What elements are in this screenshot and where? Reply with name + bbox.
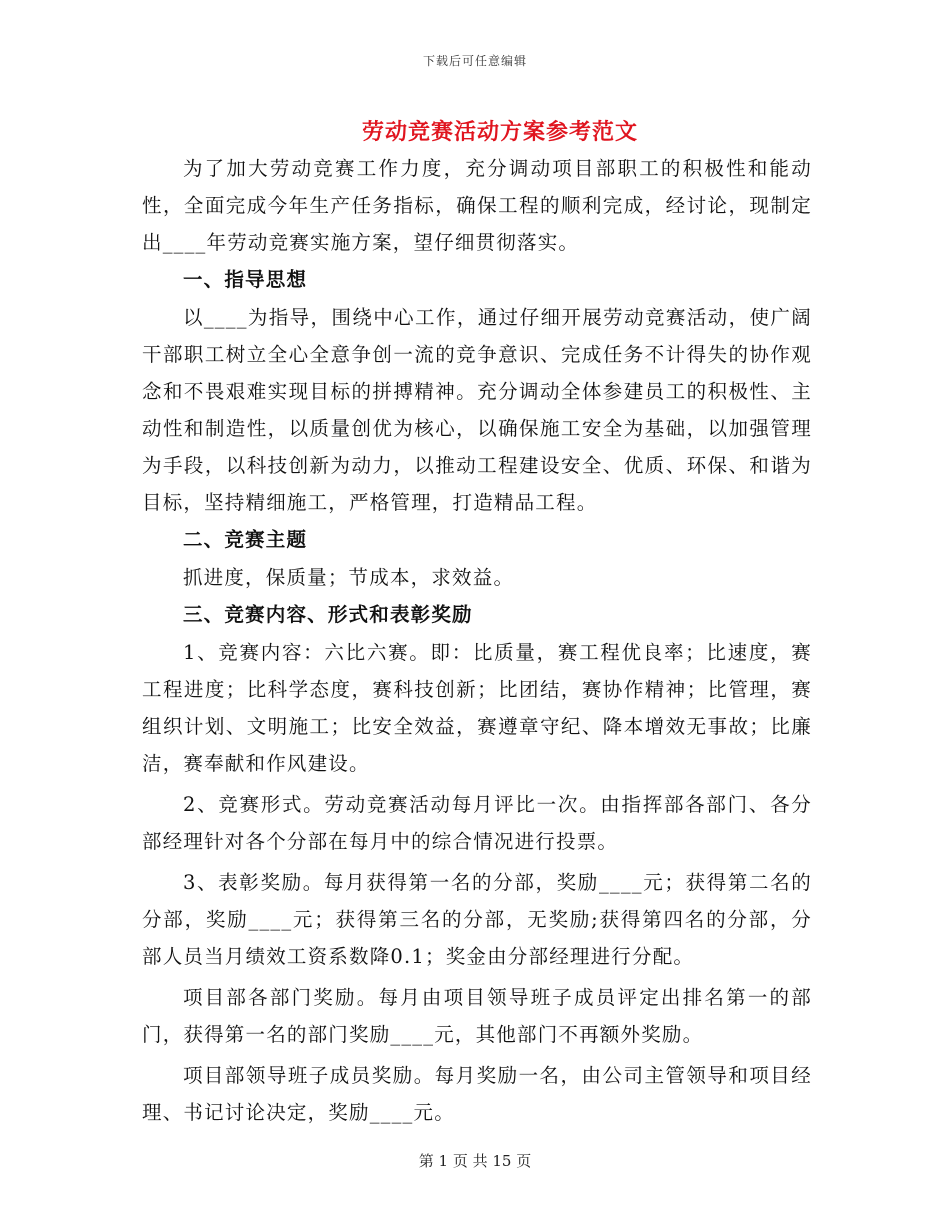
page-footer: 第 1 页 共 15 页	[418, 1152, 532, 1170]
competition-content-item: 1、竞赛内容：六比六赛。即：比质量，赛工程优良率；比速度，赛工程进度；比科学态度，赛科技创新；比团结，赛协作精神；比管理，赛组织计划、文明施工；比安全效益，赛遵章守纪、降本增效无事故；比廉洁，赛奉献和作风建设。	[142, 641, 812, 775]
section-heading-competition-theme: 二、竞赛主题	[182, 528, 308, 551]
section-heading-content-form-awards: 三、竞赛内容、形式和表彰奖励	[182, 603, 473, 626]
section-heading-guiding-ideology: 一、指导思想	[182, 268, 308, 291]
header-note: 下载后可任意编辑	[422, 54, 527, 68]
document-body	[142, 150, 812, 1131]
competition-form-item: 2、竞赛形式。劳动竞赛活动每月评比一次。由指挥部各部门、各分部经理针对各个分部在每月中的综合情况进行投票。	[142, 793, 812, 853]
department-awards-paragraph: 项目部各部门奖励。每月由项目领导班子成员评定出排名第一的部门，获得第一名的部门奖励____元，其他部门不再额外奖励。	[142, 986, 812, 1046]
intro-paragraph: 为了加大劳动竞赛工作力度，充分调动项目部职工的积极性和能动性，全面完成今年生产任务指标，确保工程的顺利完成，经讨论，现制定出____年劳动竞赛实施方案，望仔细贯彻落实。	[142, 157, 812, 254]
guiding-ideology-paragraph: 以____为指导，围绕中心工作，通过仔细开展劳动竞赛活动，使广阔干部职工树立全心全意争创一流的竞争意识、完成任务不计得失的协作观念和不畏艰难实现目标的拼搏精神。充分调动全体参建员工的积极性、主动性和制造性，以质量创优为核心，以确保施工安全为基础，以加强管理为手段，以科技创新为动力，以推动工程建设安全、优质、环保、和谐为目标，坚持精细施工，严格管理，打造精品工程。	[142, 306, 812, 514]
document-title: 劳动竞赛活动方案参考范文	[361, 120, 638, 145]
awards-item: 3、表彰奖励。每月获得第一名的分部，奖励____元；获得第二名的分部，奖励____元；获得第三名的分部，无奖励;获得第四名的分部，分部人员当月绩效工资系数降0.1；奖金由分部经理进行分配。	[142, 871, 812, 968]
leadership-awards-paragraph: 项目部领导班子成员奖励。每月奖励一名，由公司主管领导和项目经理、书记讨论决定，奖励____元。	[142, 1064, 812, 1124]
competition-theme-paragraph: 抓进度，保质量；节成本，求效益。	[182, 566, 515, 589]
